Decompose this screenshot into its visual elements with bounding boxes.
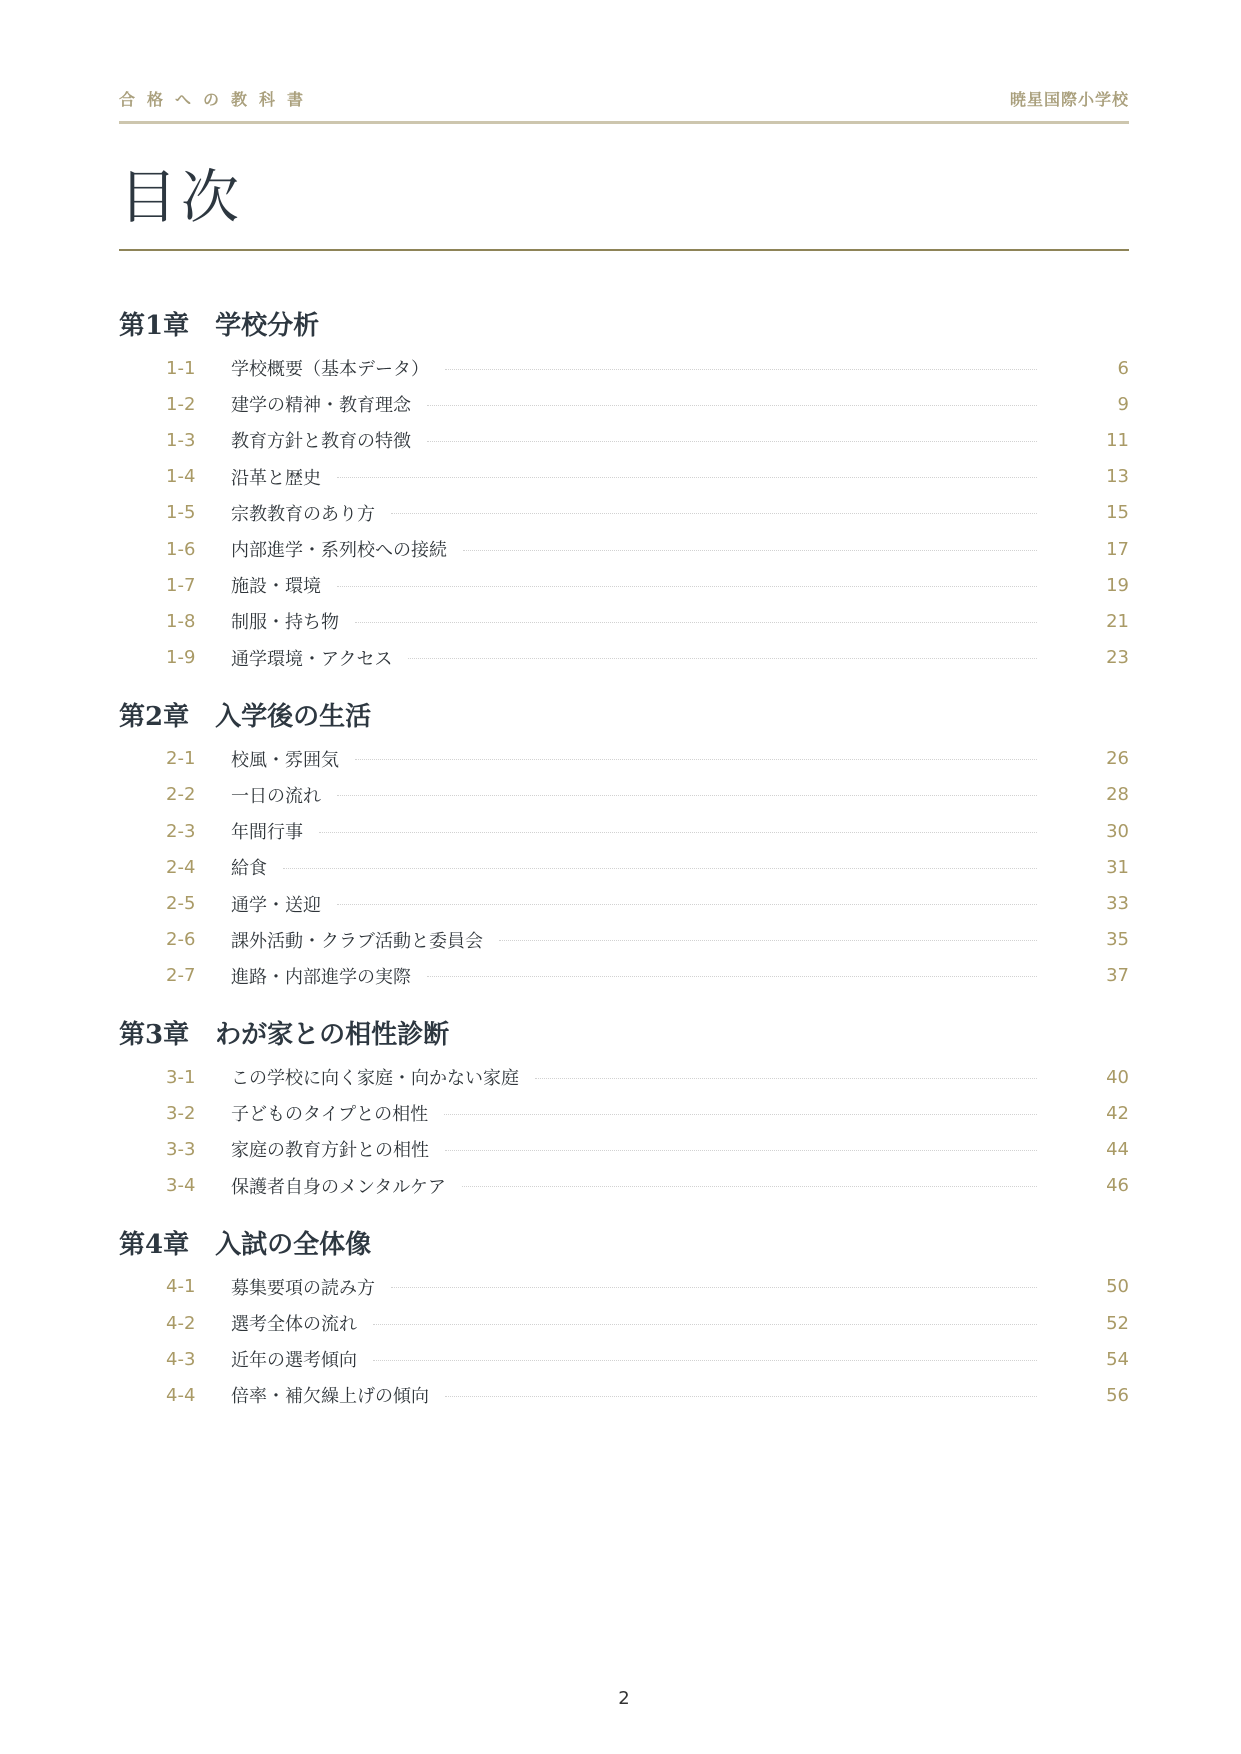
book-title: 合格への教科書 [119,89,316,109]
page-title: 目次 [119,163,244,231]
section-page-number: 28 [1106,784,1129,806]
dot-leader [445,369,1037,370]
section-page-number: 33 [1106,893,1129,915]
toc-entry[interactable] [119,1305,1129,1341]
section-page-number: 6 [1117,357,1129,379]
section-number: 2-1 [166,748,196,770]
toc-entry[interactable] [119,777,1129,813]
section-page-number: 26 [1106,748,1129,770]
dot-leader [283,868,1037,869]
toc-entry[interactable] [119,1269,1129,1305]
chapter-heading[interactable] [119,1014,1129,1056]
section-page-number: 37 [1106,965,1129,987]
section-title: 子どものタイプとの相性 [231,1104,429,1126]
dot-leader [337,904,1037,905]
section-number: 1-5 [166,502,196,524]
dot-leader [427,976,1037,977]
running-header [119,86,1129,110]
toc-chapter [119,305,1129,676]
table-of-contents [119,305,1129,1434]
section-title: 年間行事 [231,822,303,844]
section-title: この学校に向く家庭・向かない家庭 [231,1068,519,1090]
section-title: 家庭の教育方針との相性 [231,1140,429,1162]
section-number: 4-1 [166,1276,196,1298]
section-number: 2-3 [166,820,196,842]
toc-entry[interactable] [119,885,1129,921]
section-number: 3-3 [166,1138,196,1160]
section-title: 学校概要（基本データ） [231,359,429,381]
chapter-number: 第3章 [119,1020,190,1050]
dot-leader [445,1150,1037,1151]
toc-entry[interactable] [119,1168,1129,1204]
dot-leader [462,1186,1037,1187]
toc-chapter [119,696,1129,994]
section-page-number: 56 [1106,1384,1129,1406]
section-number: 4-4 [166,1384,196,1406]
toc-entry[interactable] [119,1059,1129,1095]
toc-entry[interactable] [119,531,1129,567]
dot-leader [391,513,1037,514]
section-number: 1-3 [166,429,196,451]
toc-entry[interactable] [119,741,1129,777]
toc-entry[interactable] [119,350,1129,386]
toc-entry[interactable] [119,567,1129,603]
page-number: 2 [618,1688,630,1709]
section-number: 1-2 [166,393,196,415]
section-title: 倍率・補欠繰上げの傾向 [231,1386,429,1408]
toc-entry[interactable] [119,922,1129,958]
section-number: 4-2 [166,1312,196,1334]
section-number: 1-6 [166,538,196,560]
section-title: 建学の精神・教育理念 [231,395,411,417]
section-title: 通学・送迎 [231,894,321,916]
section-page-number: 35 [1106,929,1129,951]
section-number: 3-2 [166,1102,196,1124]
section-page-number: 21 [1106,610,1129,632]
chapter-number: 第1章 [119,311,190,341]
section-title: 制服・持ち物 [231,612,339,634]
chapter-title: わが家との相性診断 [215,1020,450,1050]
chapter-heading[interactable] [119,1224,1129,1266]
section-title: 近年の選考傾向 [231,1350,357,1372]
toc-entry[interactable] [119,1131,1129,1167]
section-page-number: 17 [1106,538,1129,560]
section-title: 一日の流れ [231,785,321,807]
dot-leader [337,477,1037,478]
section-title: 通学環境・アクセス [231,648,393,670]
section-title: 内部進学・系列校への接続 [231,540,447,562]
section-page-number: 30 [1106,820,1129,842]
toc-entry[interactable] [119,1341,1129,1377]
section-number: 2-2 [166,784,196,806]
section-number: 1-7 [166,574,196,596]
section-title: 校風・雰囲気 [231,749,339,771]
section-number: 1-9 [166,647,196,669]
section-title: 給食 [231,858,267,880]
title-divider [119,249,1129,251]
section-number: 1-8 [166,610,196,632]
section-page-number: 13 [1106,466,1129,488]
section-number: 2-4 [166,856,196,878]
toc-chapter [119,1014,1129,1204]
section-page-number: 11 [1106,429,1129,451]
toc-entry[interactable] [119,958,1129,994]
dot-leader [355,622,1037,623]
section-page-number: 23 [1106,647,1129,669]
chapter-title: 学校分析 [215,311,320,341]
dot-leader [444,1114,1037,1115]
document-page [119,0,1129,1754]
section-title: 進路・内部進学の実際 [231,966,411,988]
section-number: 2-7 [166,965,196,987]
dot-leader [337,795,1037,796]
toc-entry[interactable] [119,603,1129,639]
section-title: 宗教教育のあり方 [231,503,375,525]
section-page-number: 9 [1117,393,1129,415]
section-title: 選考全体の流れ [231,1314,357,1336]
toc-entry[interactable] [119,495,1129,531]
section-page-number: 46 [1106,1175,1129,1197]
section-number: 2-5 [166,893,196,915]
section-number: 1-4 [166,466,196,488]
dot-leader [445,1396,1037,1397]
section-page-number: 42 [1106,1102,1129,1124]
section-title: 募集要項の読み方 [231,1277,375,1299]
chapter-title: 入学後の生活 [215,701,372,732]
toc-entry[interactable] [119,813,1129,849]
toc-entry[interactable] [119,386,1129,422]
section-page-number: 31 [1106,856,1129,878]
section-page-number: 50 [1106,1276,1129,1298]
chapter-heading[interactable] [119,696,1129,738]
dot-leader [319,832,1037,833]
school-name: 暁星国際小学校 [1009,89,1129,109]
section-page-number: 19 [1106,574,1129,596]
dot-leader [337,586,1037,587]
toc-entry[interactable] [119,1095,1129,1131]
toc-entry[interactable] [119,1377,1129,1413]
dot-leader [408,658,1037,659]
section-title: 教育方針と教育の特徴 [231,431,411,453]
toc-entry[interactable] [119,640,1129,676]
section-number: 3-1 [166,1066,196,1088]
section-page-number: 40 [1106,1066,1129,1088]
section-page-number: 44 [1106,1138,1129,1160]
dot-leader [355,759,1037,760]
section-page-number: 54 [1106,1348,1129,1370]
chapter-title: 入試の全体像 [215,1229,372,1260]
dot-leader [391,1287,1037,1288]
section-title: 施設・環境 [231,576,321,598]
toc-entry[interactable] [119,459,1129,495]
section-number: 3-4 [166,1175,196,1197]
dot-leader [463,550,1037,551]
section-title: 課外活動・クラブ活動と委員会 [231,930,483,952]
dot-leader [427,405,1037,406]
section-number: 4-3 [166,1348,196,1370]
section-number: 1-1 [166,357,196,379]
toc-entry[interactable] [119,849,1129,885]
section-number: 2-6 [166,929,196,951]
header-divider [119,121,1129,124]
section-page-number: 52 [1106,1312,1129,1334]
section-title: 保護者自身のメンタルケア [231,1176,446,1198]
toc-chapter [119,1224,1129,1414]
chapter-heading[interactable] [119,305,1129,347]
chapter-number: 第2章 [119,701,190,732]
dot-leader [373,1360,1037,1361]
chapter-number: 第4章 [119,1229,190,1260]
dot-leader [535,1078,1037,1079]
toc-entry[interactable] [119,422,1129,458]
section-title: 沿革と歴史 [231,467,321,489]
section-page-number: 15 [1106,502,1129,524]
dot-leader [373,1324,1037,1325]
dot-leader [499,940,1037,941]
dot-leader [427,441,1037,442]
